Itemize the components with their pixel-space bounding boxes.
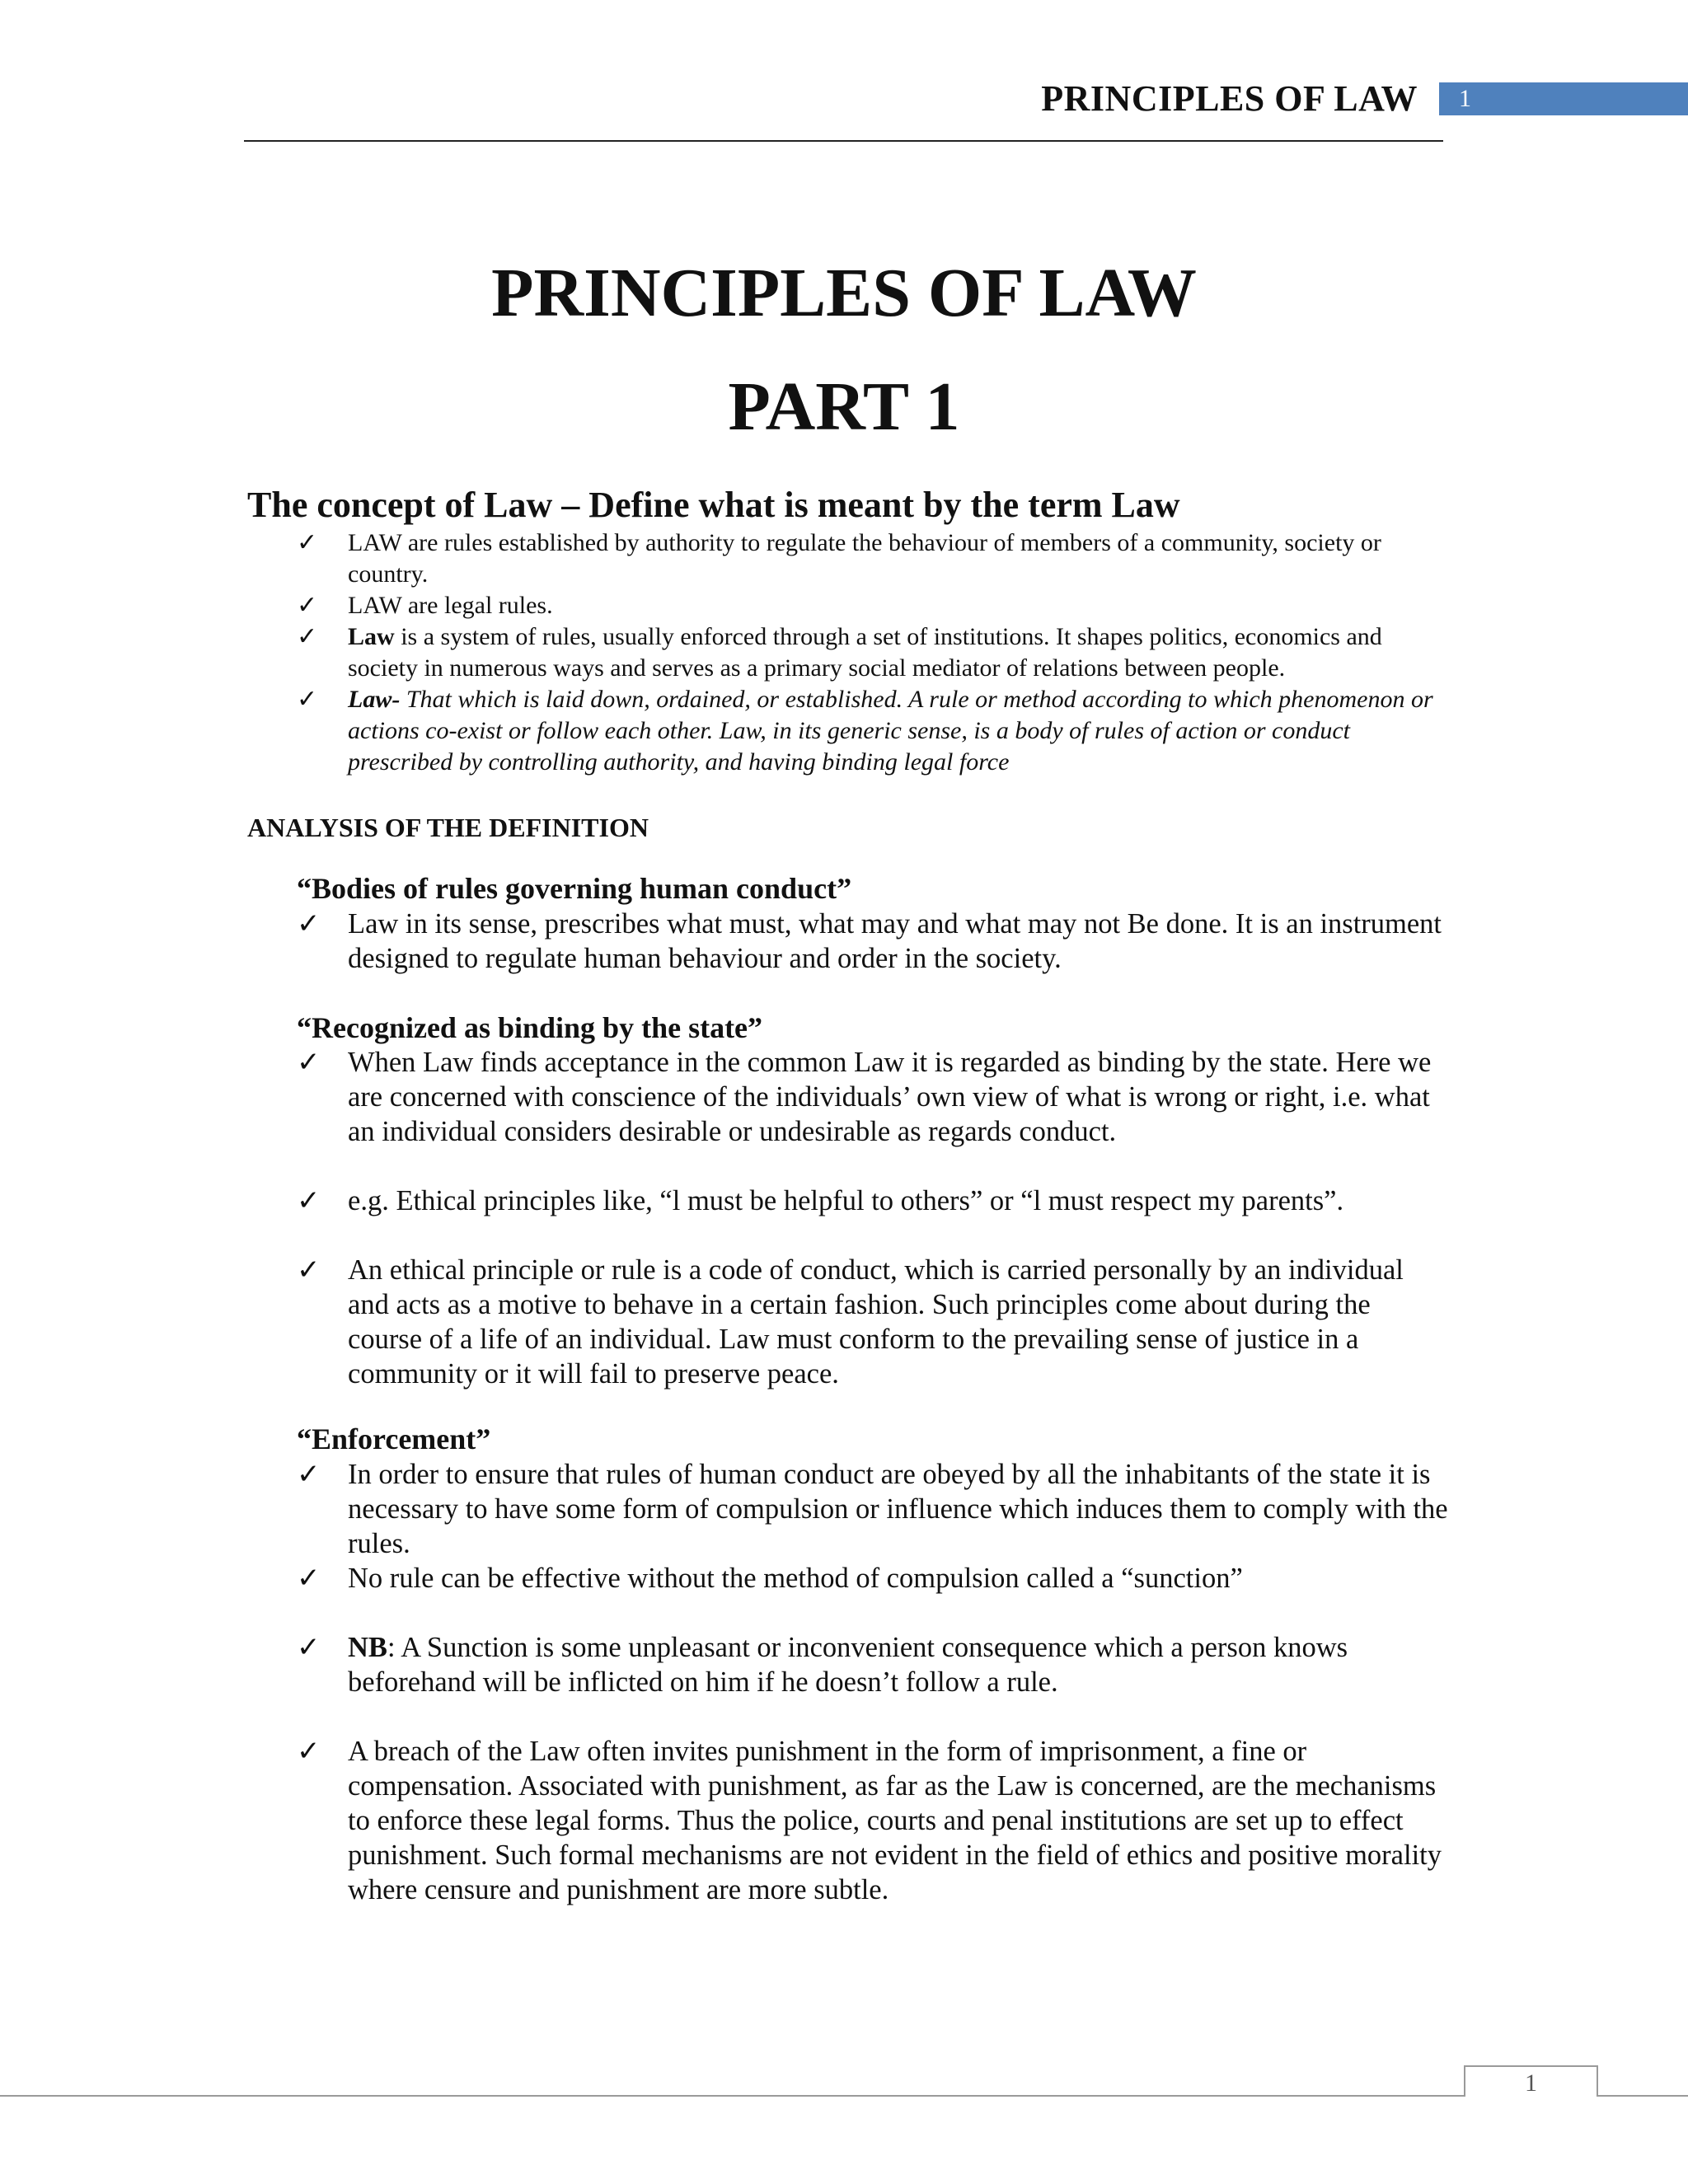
header-page-badge: 1 bbox=[1439, 82, 1688, 115]
item-text: Law in its sense, prescribes what must, what may and what may not Be done. It is an instrument designed to regulate human behaviour and order in the society. bbox=[348, 908, 1442, 974]
header-rule bbox=[244, 140, 1443, 142]
checkmark-icon: ✓ bbox=[297, 907, 321, 940]
item-text: : A Sunction is some unpleasant or inconvenient consequence which a person knows beforehand will be inflicted on him if he doesn’t follow a rule. bbox=[348, 1632, 1348, 1698]
definitions-list bbox=[297, 527, 1451, 778]
list-item bbox=[297, 1457, 1451, 1561]
definition-term: Law bbox=[348, 623, 395, 650]
list-item bbox=[297, 1734, 1451, 1907]
checkmark-icon: ✓ bbox=[297, 1254, 321, 1286]
document-title: PRINCIPLES OF LAW bbox=[491, 255, 1197, 331]
definition-text: LAW are rules established by authority to regulate the behaviour of members of a community, society or country. bbox=[348, 529, 1381, 588]
definition-term: Law- bbox=[348, 686, 401, 713]
definition-text: is a system of rules, usually enforced through a set of institutions. It shapes politics, economics and society in numerous ways and serves as a primary social mediator of relations between people. bbox=[348, 623, 1382, 682]
bodies-list bbox=[297, 907, 1451, 976]
checkmark-icon: ✓ bbox=[297, 1046, 321, 1079]
list-item bbox=[297, 907, 1451, 976]
enforcement-list bbox=[297, 1457, 1451, 1907]
part-title: PART 1 bbox=[728, 368, 960, 445]
checkmark-icon: ✓ bbox=[297, 1458, 321, 1491]
item-text: No rule can be effective without the method of compulsion called a “sunction” bbox=[348, 1563, 1243, 1594]
footer-line-left bbox=[0, 2095, 1465, 2097]
section-heading-enforcement: “Enforcement” bbox=[297, 1422, 491, 1455]
list-item bbox=[297, 684, 1451, 778]
checkmark-icon: ✓ bbox=[297, 622, 318, 651]
checkmark-icon: ✓ bbox=[297, 1631, 321, 1664]
footer-line-right bbox=[1597, 2095, 1688, 2097]
checkmark-icon: ✓ bbox=[297, 685, 318, 714]
concept-heading: The concept of Law – Define what is meant by the term Law bbox=[247, 485, 1180, 525]
list-item bbox=[297, 527, 1451, 590]
checkmark-icon: ✓ bbox=[297, 591, 318, 620]
checkmark-icon: ✓ bbox=[297, 1184, 321, 1217]
item-text: When Law finds acceptance in the common Law it is regarded as binding by the state. Here we are concerned with conscience of the individuals’ own view of what is wrong or right, i.e. what an individual considers desirable or undesirable as regards conduct. bbox=[348, 1047, 1432, 1147]
list-item bbox=[297, 590, 1451, 621]
section-heading-recognized: “Recognized as binding by the state” bbox=[297, 1011, 763, 1044]
item-text: e.g. Ethical principles like, “l must be helpful to others” or “l must respect my parents”. bbox=[348, 1185, 1344, 1216]
section-heading-bodies: “Bodies of rules governing human conduct” bbox=[297, 872, 852, 905]
list-item bbox=[297, 1045, 1451, 1149]
list-item bbox=[297, 1183, 1451, 1218]
item-text: In order to ensure that rules of human conduct are obeyed by all the inhabitants of the state it is necessary to have some form of compulsion or influence which induces them to comply with the rules. bbox=[348, 1459, 1448, 1559]
header-title: PRINCIPLES OF LAW bbox=[1041, 78, 1418, 119]
item-text: A breach of the Law often invites punishment in the form of imprisonment, a fine or compensation. Associated with punishment, as far as the Law is concerned, are the mechanisms to enforce these legal forms. Thus the police, courts and penal institutions are set up to effect punishment. Such formal mechanisms are not evident in the field of ethics and positive morality where censure and punishment are more subtle. bbox=[348, 1736, 1442, 1905]
list-item bbox=[297, 1561, 1451, 1596]
list-item bbox=[297, 621, 1451, 684]
definition-text: That which is laid down, ordained, or established. A rule or method according to which phenomenon or actions co-exist or follow each other. Law, in its generic sense, is a body of rules of action or conduct prescribed by controlling authority, and having binding legal force bbox=[348, 686, 1433, 776]
footer-page-number: 1 bbox=[1464, 2065, 1598, 2097]
checkmark-icon: ✓ bbox=[297, 1735, 321, 1768]
definition-text: LAW are legal rules. bbox=[348, 592, 553, 619]
checkmark-icon: ✓ bbox=[297, 528, 318, 557]
nb-label: NB bbox=[348, 1632, 387, 1663]
analysis-heading: ANALYSIS OF THE DEFINITION bbox=[247, 813, 649, 842]
checkmark-icon: ✓ bbox=[297, 1562, 321, 1595]
item-text: An ethical principle or rule is a code of conduct, which is carried personally by an individual and acts as a motive to behave in a certain fashion. Such principles come about during the course of a life of an individual. Law must conform to the prevailing sense of justice in a community or it will fail to preserve peace. bbox=[348, 1254, 1404, 1390]
recognized-list bbox=[297, 1045, 1451, 1391]
list-item bbox=[297, 1253, 1451, 1391]
list-item bbox=[297, 1630, 1451, 1699]
